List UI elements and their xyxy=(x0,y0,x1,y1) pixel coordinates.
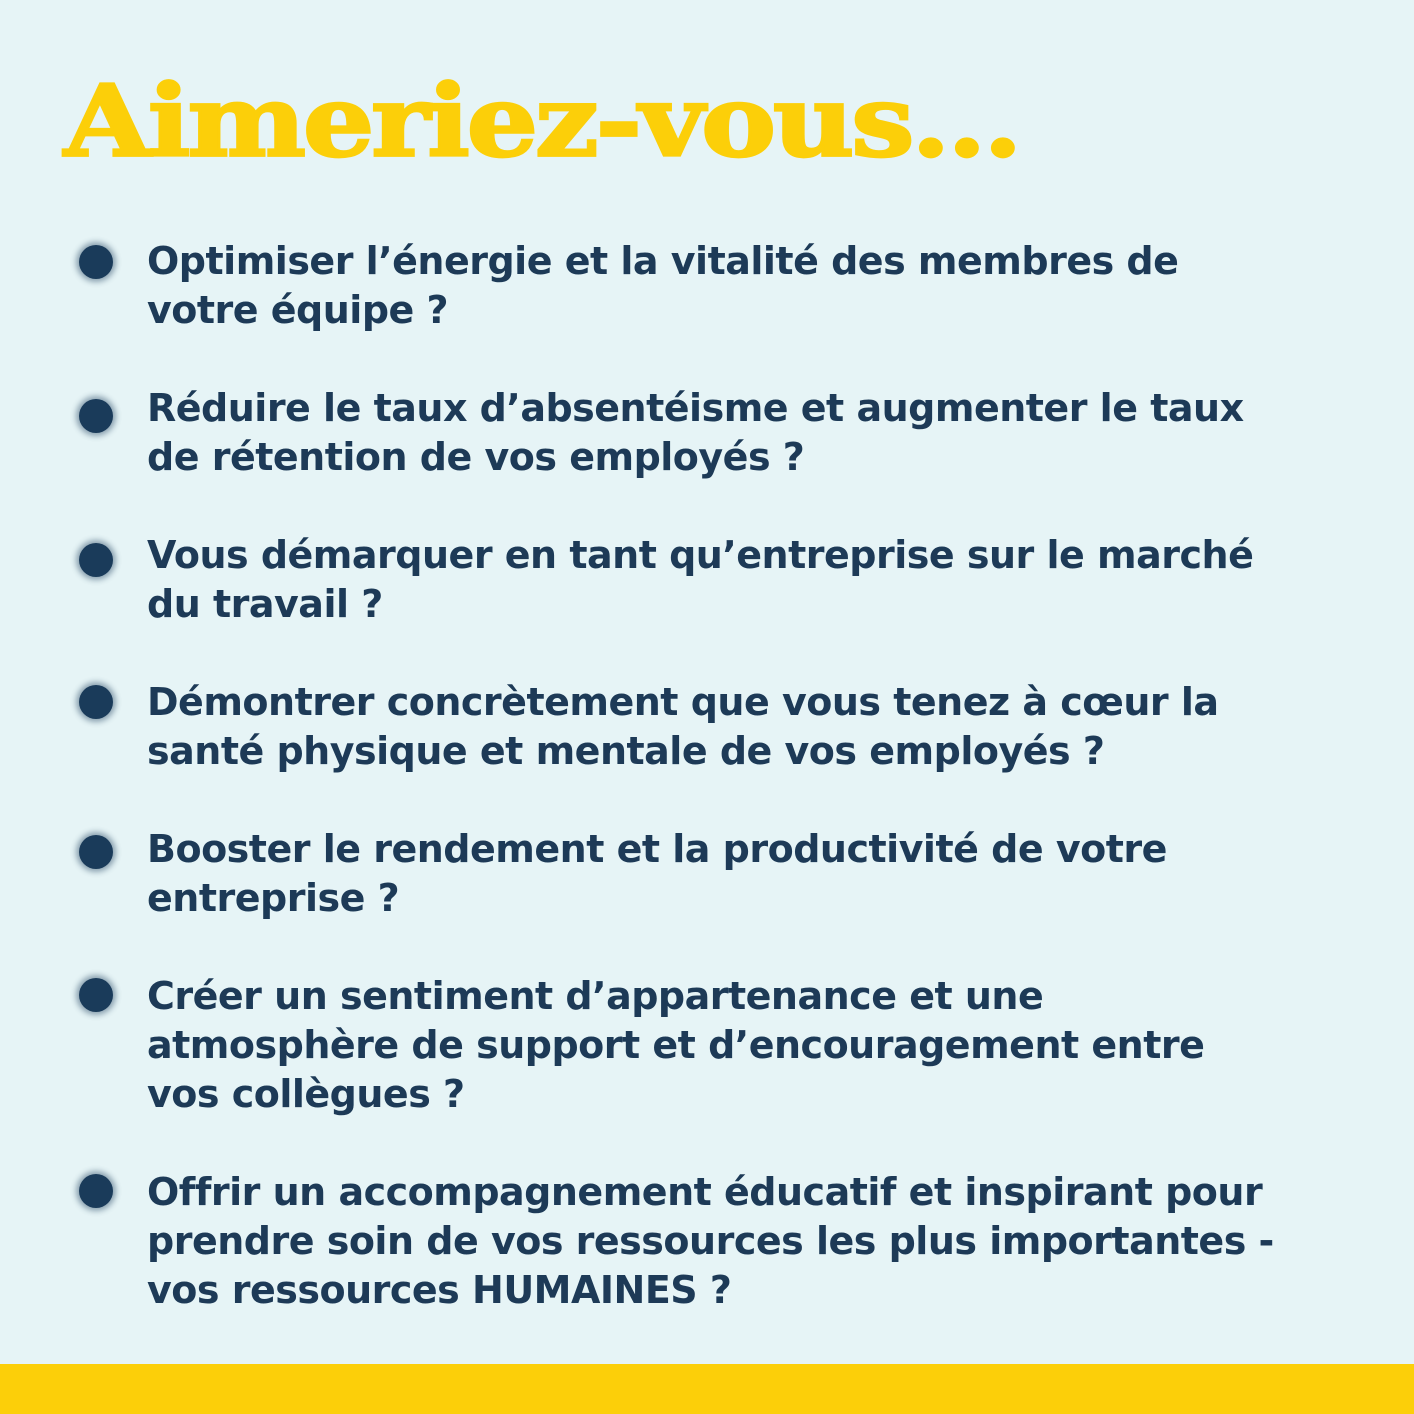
list-item-text: Booster le rendement et la productivité de votre entreprise ? xyxy=(147,827,1167,920)
bullet-dot-icon xyxy=(79,399,113,433)
bullet-dot-icon xyxy=(79,978,113,1012)
list-item-text: Vous démarquer en tant qu’entreprise sur le marché du travail ? xyxy=(147,533,1254,626)
list-item-text: Réduire le taux d’absentéisme et augmenter le taux de rétention de vos employés ? xyxy=(147,386,1244,479)
bullet-dot-icon xyxy=(79,835,113,869)
footer-bar xyxy=(0,1364,1414,1414)
list-item-text: Offrir un accompagnement éducatif et inspirant pour prendre soin de vos ressources les plus importantes - vos ressources HUMAINES ? xyxy=(147,1170,1274,1312)
page-title: Aimeriez-vous... xyxy=(64,63,1020,180)
bullet-dot-icon xyxy=(79,1174,113,1208)
bullet-dot-icon xyxy=(79,543,113,577)
bullet-dot-icon xyxy=(79,685,113,719)
list-item-text: Créer un sentiment d’appartenance et une atmosphère de support et d’encouragement entre vos collègues ? xyxy=(147,974,1205,1116)
list-item-text: Démontrer concrètement que vous tenez à cœur la santé physique et mentale de vos employés ? xyxy=(147,680,1219,773)
list-item-text: Optimiser l’énergie et la vitalité des membres de votre équipe ? xyxy=(147,239,1179,332)
bullet-dot-icon xyxy=(79,245,113,279)
